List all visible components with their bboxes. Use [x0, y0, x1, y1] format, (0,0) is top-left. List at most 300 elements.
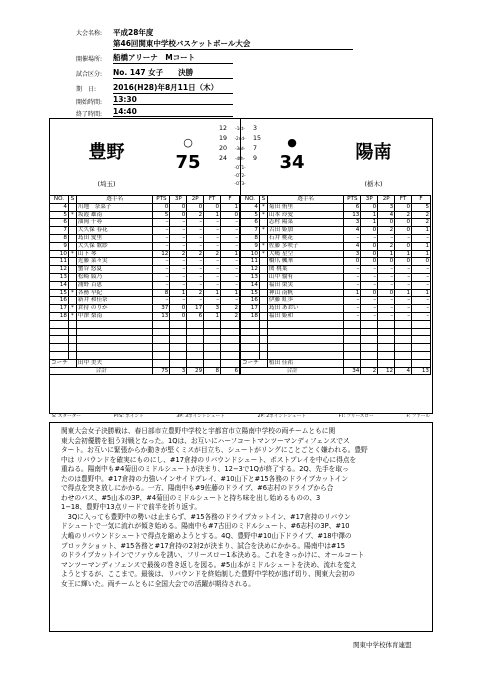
table-row — [241, 242, 431, 250]
report-line: タート。お互いに緊張からか動きが堅くミスが目立ち、シュートがリングにことごとく嫌われる。豊野 — [61, 446, 368, 455]
coach-label: コーチ — [241, 359, 268, 367]
coach-label: コーチ — [50, 359, 77, 367]
period-label: -3rd- — [235, 146, 245, 151]
cell-p3: 0 — [361, 203, 378, 211]
table-row — [50, 219, 240, 227]
away-team-prefecture: (栃木) — [364, 180, 383, 188]
cell-s — [68, 242, 76, 250]
table-row — [50, 305, 240, 313]
cell-pts: – — [153, 281, 170, 289]
cell-name — [267, 336, 343, 344]
table-row — [50, 344, 240, 352]
cell-s: * — [68, 305, 76, 313]
table-row — [241, 289, 431, 297]
report-line: ブロックショット、#15各務と#17倉持の2対2が決まり、試合を決めにかかる。陽南中は#15 — [61, 541, 346, 550]
cell-name: 神山 南帆 — [267, 289, 343, 297]
cell-no: 11 — [241, 258, 260, 266]
cell-p3: 0 — [170, 211, 187, 219]
period-away: 15 — [253, 135, 262, 142]
cell-name: 坂霞 雄南 — [76, 211, 153, 219]
cell-s — [68, 328, 76, 336]
cell-pts — [344, 328, 361, 336]
cell-ft: – — [395, 312, 412, 320]
cell-no: 16 — [50, 297, 69, 305]
report-line: のドライブカットインでファウルを誘い、フリースロー1本決める。これをきっかけに、オールコート — [61, 551, 365, 560]
column-header: 3P — [361, 196, 378, 204]
cell-empty — [378, 359, 395, 367]
cell-name: 山下 琴 — [76, 250, 153, 258]
cell-f: 1 — [412, 242, 431, 250]
total-pts: 75 — [153, 367, 170, 375]
cell-p2 — [378, 344, 395, 352]
report-line: ようとするが、ここまで。最後は、リバウンドを終始制した豊野中学校が逃げ切り、関東大会初の — [61, 570, 355, 579]
cell-p3: – — [170, 234, 187, 242]
report-line: 中は リバウンドを確実にものにし、#17倉持のリバウンドシュート、ポストプレイを中心に得点を — [61, 455, 357, 464]
cell-p3: – — [170, 297, 187, 305]
cell-p3: – — [170, 227, 187, 235]
cell-name: 松崎 綾乃 — [76, 273, 153, 281]
cell-f — [412, 336, 431, 344]
cell-p3: 2 — [170, 250, 187, 258]
cell-pts: – — [344, 281, 361, 289]
legend-item: 3P: 3ポイントシュート — [176, 414, 225, 419]
cell-name: 志村 陽菜 — [267, 219, 343, 227]
cell-p2: 2 — [378, 242, 395, 250]
cell-pts: – — [344, 305, 361, 313]
column-header: PTS — [344, 196, 361, 204]
legend-item: F: ファール — [406, 414, 430, 419]
cell-s — [68, 336, 76, 344]
cell-ft: 0 — [395, 258, 412, 266]
cell-p2: – — [187, 227, 204, 235]
total-ft: 4 — [395, 367, 412, 375]
cell-name: 浦野 百恵 — [76, 281, 153, 289]
cell-p2 — [187, 344, 204, 352]
cell-f: 2 — [412, 211, 431, 219]
period-label: -2nd- — [234, 136, 246, 141]
cell-ft: 0 — [204, 203, 221, 211]
cell-f: – — [412, 234, 431, 242]
total-pts: 34 — [344, 367, 361, 375]
cell-p3: – — [361, 312, 378, 320]
report-line: 大嶋のリバウンドシュートで得点を縮めようとする。4Q、豊野中#10山下ドライブ、#18中澤の — [61, 532, 352, 541]
cell-pts: 8 — [153, 289, 170, 297]
cell-p2: – — [378, 305, 395, 313]
cell-name: 大久保 歌紗 — [76, 242, 153, 250]
cell-ft: 0 — [395, 219, 412, 227]
table-row — [241, 250, 431, 258]
cell-no: 17 — [50, 305, 69, 313]
cell-ft: 1 — [395, 250, 412, 258]
cell-no: 8 — [50, 234, 69, 242]
cell-name: 石井 桃花 — [267, 234, 343, 242]
cell-name: 佐藤 多咲子 — [267, 242, 343, 250]
cell-p2: 0 — [378, 219, 395, 227]
cell-p2: – — [187, 297, 204, 305]
cell-name — [76, 336, 153, 344]
cell-ft: – — [204, 266, 221, 274]
cell-p2: 0 — [378, 258, 395, 266]
cell-s — [259, 219, 267, 227]
cell-no: 12 — [241, 266, 260, 274]
cell-pts: 0 — [153, 203, 170, 211]
cell-no: 11 — [50, 258, 69, 266]
away-total-score: 34 — [279, 152, 305, 173]
period-row — [212, 134, 268, 144]
cell-f: 2 — [221, 305, 240, 313]
cell-name: 川地 奈菜子 — [76, 203, 153, 211]
home-team-name: 豊野 — [88, 142, 125, 163]
table-row — [241, 336, 431, 344]
cell-name: 蟹谷 悠夏 — [76, 266, 153, 274]
total-f: 13 — [412, 367, 431, 375]
cell-p2: 3 — [378, 203, 395, 211]
cell-name: 山中 愉有 — [267, 273, 343, 281]
cell-no: 14 — [50, 281, 69, 289]
column-header: F — [412, 196, 431, 204]
cell-f: 1 — [221, 289, 240, 297]
cell-pts: – — [344, 312, 361, 320]
cell-s — [68, 266, 76, 274]
cell-s — [259, 312, 267, 320]
cell-p2: – — [187, 266, 204, 274]
title-line1: 平成28年度 — [113, 28, 154, 37]
table-row — [241, 305, 431, 313]
cell-p3 — [361, 320, 378, 328]
legend-item: 2P: 2ポイントシュート — [257, 414, 306, 419]
cell-p3: 0 — [361, 289, 378, 297]
cell-no: 13 — [50, 273, 69, 281]
cell-ft: 2 — [204, 250, 221, 258]
column-header: 3P — [170, 196, 187, 204]
cell-s — [68, 234, 76, 242]
cell-empty — [204, 359, 221, 367]
cell-p3: 0 — [361, 258, 378, 266]
cell-f: – — [221, 297, 240, 305]
cell-no: 8 — [241, 234, 260, 242]
cell-f: 0 — [412, 258, 431, 266]
table-row — [241, 297, 431, 305]
cell-ft: – — [204, 219, 221, 227]
cell-p3: – — [170, 273, 187, 281]
cell-empty — [361, 359, 378, 367]
cell-s: * — [68, 211, 76, 219]
table-row — [241, 281, 431, 289]
cell-p2: – — [187, 281, 204, 289]
table-row — [50, 289, 240, 297]
cell-p3 — [170, 320, 187, 328]
cell-s — [68, 227, 76, 235]
cell-no: 5 — [241, 211, 260, 219]
cell-s — [259, 289, 267, 297]
cell-f: – — [221, 281, 240, 289]
cell-pts: 37 — [153, 305, 170, 313]
table-row — [241, 234, 431, 242]
end-time: 14:40 — [113, 107, 233, 117]
home-team-prefecture: (埼玉) — [97, 180, 116, 188]
cell-pts: 0 — [344, 258, 361, 266]
cell-s: * — [259, 242, 267, 250]
win-mark: ○ — [183, 136, 193, 149]
cell-p3: – — [361, 234, 378, 242]
cell-p3 — [170, 328, 187, 336]
cell-p2 — [378, 351, 395, 359]
coach-row — [50, 359, 240, 367]
cell-pts: 13 — [344, 211, 361, 219]
cell-p3: 0 — [361, 250, 378, 258]
cell-s — [259, 234, 267, 242]
table-row — [241, 203, 431, 211]
cell-no — [50, 336, 69, 344]
cell-name: 福田 姫和 — [267, 312, 343, 320]
table-row — [50, 320, 240, 328]
cell-ft: – — [204, 234, 221, 242]
cell-p3 — [361, 344, 378, 352]
cell-p2: 0 — [378, 289, 395, 297]
report-line: 1−18、豊野中13点リードで前半を折り返す。 — [61, 503, 202, 512]
table-row — [50, 266, 240, 274]
cell-ft — [204, 320, 221, 328]
cell-pts: – — [153, 227, 170, 235]
cell-f: – — [412, 266, 431, 274]
cell-name: 大嶋 星空 — [267, 250, 343, 258]
report-line: わせのパス、#5山本の3P、#4菊田のミドルシュートと持ち味を出し始めるものの、3 — [61, 493, 321, 502]
cell-p2 — [378, 320, 395, 328]
cell-no: 6 — [241, 219, 260, 227]
cell-no — [241, 344, 260, 352]
cell-p3 — [170, 336, 187, 344]
cell-name: 大久保 春花 — [76, 227, 153, 235]
cell-pts: 3 — [344, 219, 361, 227]
cell-ft — [395, 328, 412, 336]
cell-pts: – — [344, 266, 361, 274]
cell-ft — [204, 344, 221, 352]
cell-s: * — [259, 250, 267, 258]
cell-ft — [204, 351, 221, 359]
home-stats-body — [50, 196, 240, 375]
cell-s: * — [259, 203, 267, 211]
cell-name: 中澤 梨南 — [76, 312, 153, 320]
table-row — [241, 266, 431, 274]
cell-f — [412, 344, 431, 352]
cell-ft: 1 — [204, 312, 221, 320]
cell-pts: 3 — [344, 250, 361, 258]
cell-ft: – — [395, 266, 412, 274]
cell-ft: 3 — [204, 305, 221, 313]
period-home: 19 — [218, 135, 227, 142]
cell-p2: 4 — [378, 211, 395, 219]
cell-name: 関 桃葉 — [267, 266, 343, 274]
cell-s — [259, 320, 267, 328]
cell-no — [241, 336, 260, 344]
table-row — [50, 211, 240, 219]
ot-label: -OT2- — [234, 173, 246, 178]
venue-label: 開催場所: — [76, 56, 103, 63]
game-report — [61, 427, 368, 589]
home-total-score: 75 — [175, 152, 201, 173]
cell-p3: – — [361, 297, 378, 305]
cell-p2 — [378, 336, 395, 344]
coach-name: 田中 美夫 — [76, 359, 153, 367]
totals-label: 合計 — [241, 367, 344, 375]
cell-no: 18 — [241, 312, 260, 320]
footer-organizer: 関東中学校体育連盟 — [353, 641, 412, 649]
cell-no: 4 — [50, 203, 69, 211]
cell-f: 1 — [412, 250, 431, 258]
cell-s — [259, 281, 267, 289]
cell-p3: 0 — [170, 203, 187, 211]
cell-s — [68, 258, 76, 266]
cell-p2: – — [378, 266, 395, 274]
cell-s — [68, 219, 76, 227]
cell-p3: 0 — [361, 242, 378, 250]
report-line: 東大会初優勝を狙う対戦となった。1Qは、お互いにハーフコートマンツーマンディフェンスでス — [61, 436, 350, 445]
period-row — [212, 154, 268, 164]
cell-pts — [153, 320, 170, 328]
column-header: FT — [395, 196, 412, 204]
cell-s: * — [259, 211, 267, 219]
period-away: 3 — [253, 125, 258, 132]
cell-pts: 1 — [344, 289, 361, 297]
totals-row — [50, 367, 240, 375]
cell-ft — [395, 344, 412, 352]
cell-p3: – — [361, 305, 378, 313]
cell-p2: 6 — [187, 312, 204, 320]
total-ft: 8 — [204, 367, 221, 375]
cell-p2: 17 — [187, 305, 204, 313]
cell-f — [221, 344, 240, 352]
cell-name: 新井 和佳奈 — [76, 297, 153, 305]
cell-f: 1 — [221, 203, 240, 211]
cell-s — [259, 273, 267, 281]
cell-p2 — [187, 336, 204, 344]
start-time: 13:30 — [113, 95, 233, 105]
cell-pts: – — [153, 242, 170, 250]
cell-f — [221, 328, 240, 336]
cell-s — [259, 344, 267, 352]
column-header: NO. — [50, 196, 69, 204]
report-line: 女王に輝いた。両チームともに全国大会での活躍が期待される。 — [61, 579, 255, 588]
cell-s — [259, 297, 267, 305]
table-row — [241, 227, 431, 235]
period-away: 7 — [253, 145, 258, 152]
cell-p2: 2 — [378, 227, 395, 235]
cell-p2 — [187, 320, 204, 328]
cell-empty — [187, 359, 204, 367]
cell-name: 各務 早紀 — [76, 289, 153, 297]
column-header: S — [68, 196, 76, 204]
cell-ft: – — [204, 242, 221, 250]
cell-name: 福田 榮実 — [267, 281, 343, 289]
cell-empty — [153, 359, 170, 367]
cell-empty — [221, 359, 240, 367]
table-row — [50, 328, 240, 336]
match-date: 2016(H28)年8月11日（木） — [113, 82, 233, 94]
cell-p2: – — [187, 234, 204, 242]
cell-f: – — [412, 312, 431, 320]
table-row — [241, 211, 431, 219]
cell-pts — [153, 328, 170, 336]
table-row — [241, 328, 431, 336]
total-p3: 3 — [170, 367, 187, 375]
cell-pts: – — [344, 297, 361, 305]
cell-f: – — [221, 219, 240, 227]
cell-name — [267, 344, 343, 352]
cell-ft: 0 — [395, 227, 412, 235]
period-away: 9 — [253, 155, 258, 162]
cell-pts: 4 — [344, 227, 361, 235]
coach-row — [241, 359, 431, 367]
cell-name: 島田 愛里 — [76, 234, 153, 242]
cell-p2: – — [378, 281, 395, 289]
home-stats-table — [49, 195, 240, 375]
cell-pts: 12 — [153, 250, 170, 258]
cell-name — [76, 320, 153, 328]
cell-p3: 0 — [170, 305, 187, 313]
cell-p3: – — [170, 266, 187, 274]
cell-no — [50, 320, 69, 328]
cell-ft: 1 — [204, 211, 221, 219]
cell-name: 島田 あおい — [267, 305, 343, 313]
cell-no — [50, 351, 69, 359]
cell-s — [68, 351, 76, 359]
cell-pts: 13 — [153, 312, 170, 320]
cell-pts: – — [153, 234, 170, 242]
cell-name — [76, 344, 153, 352]
report-line: 関東大会女子決勝戦は、春日部市立豊野中学校と宇都宮市立陽南中学校の両チームともに関 — [61, 427, 336, 435]
cell-ft: – — [204, 281, 221, 289]
cell-no: 12 — [50, 266, 69, 274]
cell-s — [68, 281, 76, 289]
cell-p3 — [170, 344, 187, 352]
total-p2: 29 — [187, 367, 204, 375]
table-header — [241, 196, 431, 204]
cell-pts — [153, 351, 170, 359]
period-row — [212, 144, 268, 154]
table-row — [241, 312, 431, 320]
cell-ft: – — [395, 234, 412, 242]
report-line: 重ねる。陽南中も#4菊田のミドルシュートが決まり、12−3で1Qが終了する。2Q、先手を取っ — [61, 465, 349, 474]
table-row — [241, 258, 431, 266]
cell-p2 — [187, 328, 204, 336]
cell-pts — [153, 336, 170, 344]
cell-ft — [395, 336, 412, 344]
column-header: 2P — [187, 196, 204, 204]
cell-pts: 5 — [153, 211, 170, 219]
cell-ft: 0 — [395, 242, 412, 250]
column-header: FT — [204, 196, 221, 204]
cell-ft: 2 — [395, 211, 412, 219]
table-row — [50, 227, 240, 235]
cell-f: – — [221, 242, 240, 250]
cell-f: 2 — [412, 219, 431, 227]
cell-f: 0 — [221, 211, 240, 219]
cell-pts — [153, 344, 170, 352]
match-label: 試合区分: — [76, 71, 103, 78]
cell-s — [259, 336, 267, 344]
column-header: S — [259, 196, 267, 204]
table-row — [241, 344, 431, 352]
cell-p2: – — [187, 258, 204, 266]
cell-s: * — [68, 289, 76, 297]
cell-name — [267, 351, 343, 359]
cell-no: 14 — [241, 281, 260, 289]
cell-s — [68, 320, 76, 328]
totals-row — [241, 367, 431, 375]
cell-s — [259, 305, 267, 313]
totals-label: 合計 — [50, 367, 153, 375]
cell-no — [241, 328, 260, 336]
